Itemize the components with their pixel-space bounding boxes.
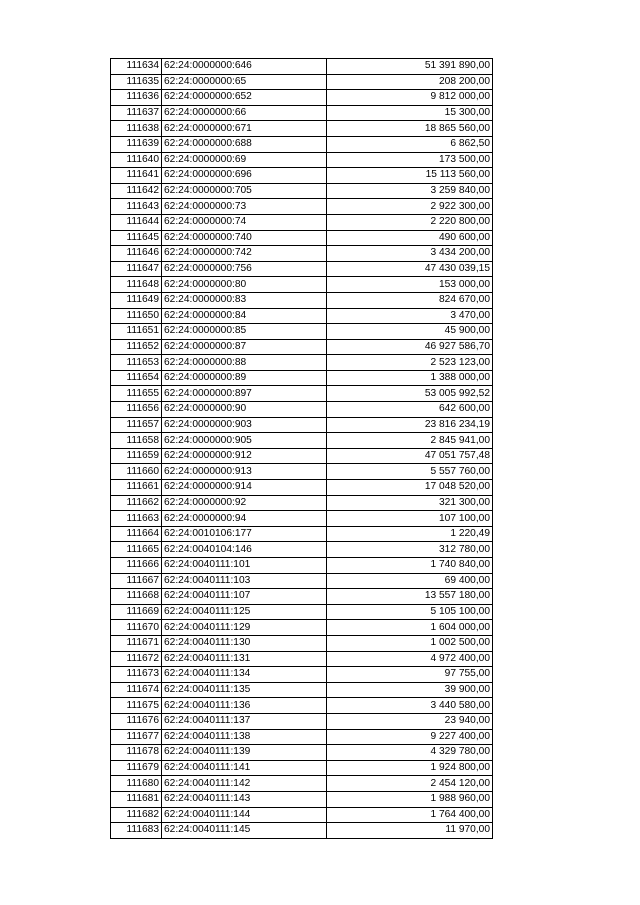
table-row	[111, 682, 493, 698]
amount-cell: 642 600,00	[327, 402, 493, 418]
cadastral-number-cell: 62:24:0000000:740	[162, 230, 327, 246]
row-id-cell: 111656	[111, 402, 162, 418]
cadastral-number-cell: 62:24:0040111:143	[162, 791, 327, 807]
row-id-cell: 111636	[111, 90, 162, 106]
table-row	[111, 651, 493, 667]
table-row	[111, 698, 493, 714]
row-id-cell: 111657	[111, 417, 162, 433]
table-row	[111, 339, 493, 355]
cadastral-number-cell: 62:24:0000000:74	[162, 214, 327, 230]
table-row	[111, 59, 493, 75]
table-row	[111, 573, 493, 589]
table-row	[111, 495, 493, 511]
cadastral-number-cell: 62:24:0000000:688	[162, 136, 327, 152]
cadastral-number-cell: 62:24:0000000:65	[162, 74, 327, 90]
table-row	[111, 355, 493, 371]
row-id-cell: 111644	[111, 214, 162, 230]
cadastral-number-cell: 62:24:0000000:903	[162, 417, 327, 433]
amount-cell: 3 259 840,00	[327, 183, 493, 199]
amount-cell: 1 604 000,00	[327, 620, 493, 636]
cadastral-number-cell: 62:24:0000000:742	[162, 246, 327, 262]
cadastral-number-cell: 62:24:0040111:131	[162, 651, 327, 667]
cadastral-number-cell: 62:24:0000000:913	[162, 464, 327, 480]
row-id-cell: 111681	[111, 791, 162, 807]
amount-cell: 3 434 200,00	[327, 246, 493, 262]
row-id-cell: 111667	[111, 573, 162, 589]
cadastral-number-cell: 62:24:0000000:85	[162, 324, 327, 340]
table-row	[111, 105, 493, 121]
table-row	[111, 464, 493, 480]
row-id-cell: 111669	[111, 604, 162, 620]
table-row	[111, 635, 493, 651]
cadastral-number-cell: 62:24:0040111:136	[162, 698, 327, 714]
cadastral-number-cell: 62:24:0000000:705	[162, 183, 327, 199]
row-id-cell: 111638	[111, 121, 162, 137]
table-row	[111, 417, 493, 433]
cadastral-number-cell: 62:24:0000000:89	[162, 370, 327, 386]
table-row	[111, 183, 493, 199]
table-row	[111, 713, 493, 729]
cadastral-number-cell: 62:24:0040111:141	[162, 760, 327, 776]
row-id-cell: 111643	[111, 199, 162, 215]
table-row	[111, 558, 493, 574]
amount-cell: 23 940,00	[327, 713, 493, 729]
cadastral-number-cell: 62:24:0000000:69	[162, 152, 327, 168]
table-row	[111, 277, 493, 293]
cadastral-number-cell: 62:24:0000000:671	[162, 121, 327, 137]
row-id-cell: 111654	[111, 370, 162, 386]
table-row	[111, 152, 493, 168]
amount-cell: 11 970,00	[327, 823, 493, 839]
amount-cell: 107 100,00	[327, 511, 493, 527]
amount-cell: 2 220 800,00	[327, 214, 493, 230]
row-id-cell: 111675	[111, 698, 162, 714]
cadastral-number-cell: 62:24:0000000:88	[162, 355, 327, 371]
row-id-cell: 111662	[111, 495, 162, 511]
cadastral-number-cell: 62:24:0040111:139	[162, 745, 327, 761]
row-id-cell: 111647	[111, 261, 162, 277]
row-id-cell: 111665	[111, 542, 162, 558]
amount-cell: 97 755,00	[327, 667, 493, 683]
row-id-cell: 111641	[111, 168, 162, 184]
amount-cell: 17 048 520,00	[327, 480, 493, 496]
cadastral-number-cell: 62:24:0000000:756	[162, 261, 327, 277]
table-row	[111, 823, 493, 839]
cadastral-number-cell: 62:24:0000000:83	[162, 292, 327, 308]
cadastral-number-cell: 62:24:0040111:144	[162, 807, 327, 823]
row-id-cell: 111642	[111, 183, 162, 199]
table-row	[111, 511, 493, 527]
row-id-cell: 111653	[111, 355, 162, 371]
row-id-cell: 111646	[111, 246, 162, 262]
amount-cell: 13 557 180,00	[327, 589, 493, 605]
amount-cell: 1 220,49	[327, 526, 493, 542]
cadastral-number-cell: 62:24:0040111:142	[162, 776, 327, 792]
table-row	[111, 308, 493, 324]
amount-cell: 51 391 890,00	[327, 59, 493, 75]
row-id-cell: 111676	[111, 713, 162, 729]
amount-cell: 1 924 800,00	[327, 760, 493, 776]
amount-cell: 1 388 000,00	[327, 370, 493, 386]
amount-cell: 69 400,00	[327, 573, 493, 589]
amount-cell: 312 780,00	[327, 542, 493, 558]
amount-cell: 9 812 000,00	[327, 90, 493, 106]
cadastral-number-cell: 62:24:0040111:103	[162, 573, 327, 589]
table-row	[111, 292, 493, 308]
row-id-cell: 111670	[111, 620, 162, 636]
amount-cell: 321 300,00	[327, 495, 493, 511]
cadastral-number-cell: 62:24:0000000:90	[162, 402, 327, 418]
amount-cell: 15 300,00	[327, 105, 493, 121]
amount-cell: 2 845 941,00	[327, 433, 493, 449]
cadastral-number-cell: 62:24:0000000:905	[162, 433, 327, 449]
cadastral-number-cell: 62:24:0000000:87	[162, 339, 327, 355]
registry-table	[110, 58, 493, 839]
row-id-cell: 111645	[111, 230, 162, 246]
cadastral-number-cell: 62:24:0000000:914	[162, 480, 327, 496]
row-id-cell: 111652	[111, 339, 162, 355]
table-row	[111, 807, 493, 823]
table-row	[111, 729, 493, 745]
amount-cell: 1 002 500,00	[327, 635, 493, 651]
cadastral-number-cell: 62:24:0040111:134	[162, 667, 327, 683]
amount-cell: 824 670,00	[327, 292, 493, 308]
table-row	[111, 261, 493, 277]
amount-cell: 2 454 120,00	[327, 776, 493, 792]
row-id-cell: 111649	[111, 292, 162, 308]
row-id-cell: 111637	[111, 105, 162, 121]
cadastral-number-cell: 62:24:0040111:137	[162, 713, 327, 729]
row-id-cell: 111658	[111, 433, 162, 449]
cadastral-number-cell: 62:24:0000000:652	[162, 90, 327, 106]
table-row	[111, 90, 493, 106]
amount-cell: 5 105 100,00	[327, 604, 493, 620]
cadastral-number-cell: 62:24:0040111:130	[162, 635, 327, 651]
cadastral-number-cell: 62:24:0040111:101	[162, 558, 327, 574]
table-row	[111, 324, 493, 340]
row-id-cell: 111635	[111, 74, 162, 90]
row-id-cell: 111648	[111, 277, 162, 293]
registry-table-body	[111, 59, 493, 839]
row-id-cell: 111650	[111, 308, 162, 324]
table-row	[111, 448, 493, 464]
row-id-cell: 111651	[111, 324, 162, 340]
table-row	[111, 199, 493, 215]
row-id-cell: 111659	[111, 448, 162, 464]
table-row	[111, 604, 493, 620]
amount-cell: 53 005 992,52	[327, 386, 493, 402]
cadastral-number-cell: 62:24:0040111:138	[162, 729, 327, 745]
amount-cell: 1 740 840,00	[327, 558, 493, 574]
row-id-cell: 111683	[111, 823, 162, 839]
table-row	[111, 214, 493, 230]
cadastral-number-cell: 62:24:0000000:80	[162, 277, 327, 293]
table-row	[111, 791, 493, 807]
row-id-cell: 111661	[111, 480, 162, 496]
amount-cell: 1 764 400,00	[327, 807, 493, 823]
row-id-cell: 111672	[111, 651, 162, 667]
cadastral-number-cell: 62:24:0000000:66	[162, 105, 327, 121]
table-row	[111, 370, 493, 386]
amount-cell: 15 113 560,00	[327, 168, 493, 184]
cadastral-number-cell: 62:24:0040111:107	[162, 589, 327, 605]
cadastral-number-cell: 62:24:0040111:129	[162, 620, 327, 636]
table-row	[111, 246, 493, 262]
row-id-cell: 111674	[111, 682, 162, 698]
amount-cell: 39 900,00	[327, 682, 493, 698]
cadastral-number-cell: 62:24:0040111:135	[162, 682, 327, 698]
cadastral-number-cell: 62:24:0000000:897	[162, 386, 327, 402]
table-row	[111, 230, 493, 246]
amount-cell: 4 972 400,00	[327, 651, 493, 667]
cadastral-number-cell: 62:24:0000000:94	[162, 511, 327, 527]
row-id-cell: 111660	[111, 464, 162, 480]
table-row	[111, 168, 493, 184]
row-id-cell: 111680	[111, 776, 162, 792]
amount-cell: 490 600,00	[327, 230, 493, 246]
cadastral-number-cell: 62:24:0040104:146	[162, 542, 327, 558]
table-row	[111, 745, 493, 761]
amount-cell: 23 816 234,19	[327, 417, 493, 433]
row-id-cell: 111655	[111, 386, 162, 402]
cadastral-number-cell: 62:24:0040111:125	[162, 604, 327, 620]
amount-cell: 208 200,00	[327, 74, 493, 90]
row-id-cell: 111671	[111, 635, 162, 651]
amount-cell: 2 922 300,00	[327, 199, 493, 215]
cadastral-number-cell: 62:24:0040111:145	[162, 823, 327, 839]
document-page	[110, 58, 491, 839]
cadastral-number-cell: 62:24:0000000:84	[162, 308, 327, 324]
amount-cell: 4 329 780,00	[327, 745, 493, 761]
table-row	[111, 402, 493, 418]
table-row	[111, 433, 493, 449]
row-id-cell: 111682	[111, 807, 162, 823]
table-row	[111, 526, 493, 542]
amount-cell: 1 988 960,00	[327, 791, 493, 807]
amount-cell: 18 865 560,00	[327, 121, 493, 137]
row-id-cell: 111663	[111, 511, 162, 527]
table-row	[111, 386, 493, 402]
row-id-cell: 111679	[111, 760, 162, 776]
row-id-cell: 111640	[111, 152, 162, 168]
amount-cell: 2 523 123,00	[327, 355, 493, 371]
amount-cell: 47 430 039,15	[327, 261, 493, 277]
row-id-cell: 111668	[111, 589, 162, 605]
amount-cell: 5 557 760,00	[327, 464, 493, 480]
amount-cell: 3 470,00	[327, 308, 493, 324]
table-row	[111, 121, 493, 137]
table-row	[111, 480, 493, 496]
cadastral-number-cell: 62:24:0000000:73	[162, 199, 327, 215]
row-id-cell: 111634	[111, 59, 162, 75]
row-id-cell: 111664	[111, 526, 162, 542]
amount-cell: 9 227 400,00	[327, 729, 493, 745]
amount-cell: 47 051 757,48	[327, 448, 493, 464]
row-id-cell: 111673	[111, 667, 162, 683]
row-id-cell: 111678	[111, 745, 162, 761]
amount-cell: 45 900,00	[327, 324, 493, 340]
table-row	[111, 667, 493, 683]
amount-cell: 46 927 586,70	[327, 339, 493, 355]
cadastral-number-cell: 62:24:0000000:92	[162, 495, 327, 511]
cadastral-number-cell: 62:24:0010106:177	[162, 526, 327, 542]
amount-cell: 173 500,00	[327, 152, 493, 168]
amount-cell: 153 000,00	[327, 277, 493, 293]
table-row	[111, 760, 493, 776]
table-row	[111, 620, 493, 636]
amount-cell: 3 440 580,00	[327, 698, 493, 714]
row-id-cell: 111639	[111, 136, 162, 152]
table-row	[111, 776, 493, 792]
row-id-cell: 111677	[111, 729, 162, 745]
table-row	[111, 136, 493, 152]
cadastral-number-cell: 62:24:0000000:912	[162, 448, 327, 464]
cadastral-number-cell: 62:24:0000000:646	[162, 59, 327, 75]
row-id-cell: 111666	[111, 558, 162, 574]
cadastral-number-cell: 62:24:0000000:696	[162, 168, 327, 184]
table-row	[111, 589, 493, 605]
amount-cell: 6 862,50	[327, 136, 493, 152]
table-row	[111, 542, 493, 558]
table-row	[111, 74, 493, 90]
